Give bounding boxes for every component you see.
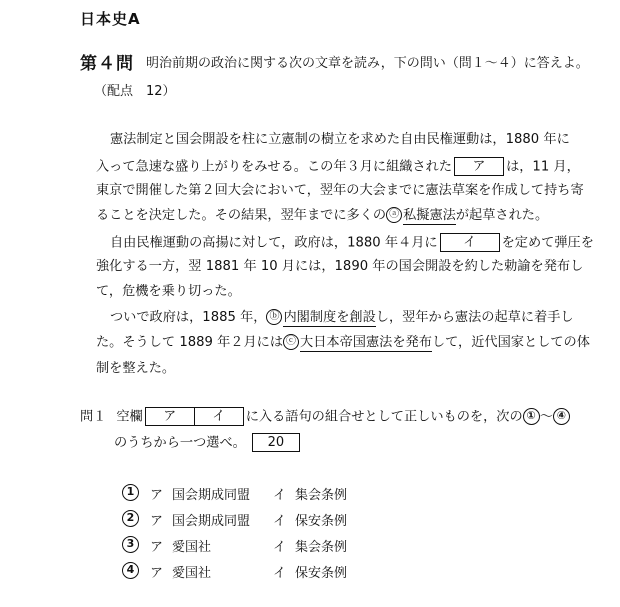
passage-line-10: 制を整えた。 [96, 361, 176, 376]
choice-1-i-label: イ [273, 488, 287, 503]
passage-line-8 [110, 309, 574, 327]
mark-a: ⓐ [386, 207, 402, 223]
choice-2-i-label: イ [273, 514, 287, 529]
passage-line-1: 憲法制定と国会開設を柱に立憲制の樹立を求めた自由民権運動は，1880 年に [110, 132, 570, 147]
range-start-mark: ① [523, 408, 540, 425]
choice-3-i-value: 集会条例 [295, 540, 348, 555]
choice-1-a-value: 国会期成同盟 [172, 488, 251, 503]
choice-3-a-label: ア [150, 540, 164, 555]
range-sep: ～ [539, 409, 553, 425]
choice-2-i-value: 保安条例 [295, 514, 348, 529]
choice-4-i-label: イ [273, 566, 287, 581]
points: （配点 12） [94, 84, 176, 99]
passage-line-4-end: が起草された。 [455, 208, 549, 223]
blank-box-a: ア [454, 157, 504, 176]
passage-line-7: て，危機を乗り切った。 [96, 284, 241, 299]
choice-2-a-label: ア [150, 514, 164, 529]
passage-line-9 [96, 334, 590, 352]
choice-4-number: 4 [122, 562, 139, 579]
passage-line-3: 東京で開催した第２回大会において，翌年の大会までに憲法草案を作成して持ち寄 [96, 183, 584, 198]
passage-line-4-text: ることを決定した。その結果，翌年までに多くの [96, 208, 387, 223]
choice-4-a-label: ア [150, 566, 164, 581]
choice-4-i-value: 保安条例 [295, 566, 348, 581]
subject-title: 日本史A [80, 10, 141, 28]
q1-label: 問１ [80, 409, 107, 425]
mark-b: ⓑ [266, 309, 282, 325]
choice-3-a-value: 愛国社 [172, 540, 212, 555]
passage-line-5-text: 自由民権運動の高揚に対して，政府は，1880 年４月に [110, 235, 438, 251]
passage-line-6: 強化する一方，翌 1881 年 10 月には，1890 年の国会開設を約した勅諭を発布し [96, 259, 584, 274]
choice-2-a-value: 国会期成同盟 [172, 514, 251, 529]
passage-line-2-end: は，11 月， [506, 159, 580, 175]
choice-1-number: 1 [122, 484, 139, 501]
passage-line-9-end: して，近代国家としての体 [431, 335, 590, 350]
q1-box-i: イ [194, 407, 244, 426]
choice-4-a-value: 愛国社 [172, 566, 212, 581]
choice-3-i-label: イ [273, 540, 287, 555]
passage-line-8-end: し，翌年から憲法の起草に着手し [375, 310, 574, 325]
choice-1-i-value: 集会条例 [295, 488, 348, 503]
choice-1-a-label: ア [150, 488, 164, 503]
range-end-mark: ④ [553, 408, 570, 425]
q1-box-a: ア [145, 407, 195, 426]
question-instruction: 明治前期の政治に関する次の文章を読み，下の問い（問１～４）に答えよ。 [146, 56, 589, 71]
choice-3 [122, 536, 348, 555]
q1-line-2 [114, 433, 302, 453]
q1-text-b: に入る語句の組合せとして正しいものを，次の [245, 409, 523, 425]
choice-4 [122, 562, 348, 581]
choice-3-number: 3 [122, 536, 139, 553]
q1-text-a: 空欄 [116, 409, 143, 425]
q1-line-2-text: のうちから一つ選べ。 [114, 435, 246, 451]
passage-line-5-end: を定めて弾圧を [501, 235, 594, 251]
question-number: 第４問 [80, 54, 134, 74]
passage-line-5 [110, 233, 594, 253]
choice-1 [122, 484, 348, 503]
mark-c: ⓒ [283, 334, 299, 350]
passage-line-9-text: た。そうして 1889 年２月には [96, 335, 284, 350]
passage-line-4 [96, 207, 548, 225]
underline-a: 私擬憲法 [403, 208, 456, 223]
passage-line-2 [96, 157, 580, 177]
q1-line-1 [80, 407, 570, 427]
choice-2 [122, 510, 348, 529]
answer-box-20: 20 [252, 433, 300, 452]
choice-2-number: 2 [122, 510, 139, 527]
underline-c: 大日本帝国憲法を発布 [300, 335, 432, 350]
passage-line-2-text: 入って急速な盛り上がりをみせる。この年３月に組織された [96, 159, 453, 175]
blank-box-i: イ [440, 233, 500, 252]
passage-line-8-text: ついで政府は，1885 年， [110, 310, 267, 325]
underline-b: 内閣制度を創設 [283, 310, 376, 325]
